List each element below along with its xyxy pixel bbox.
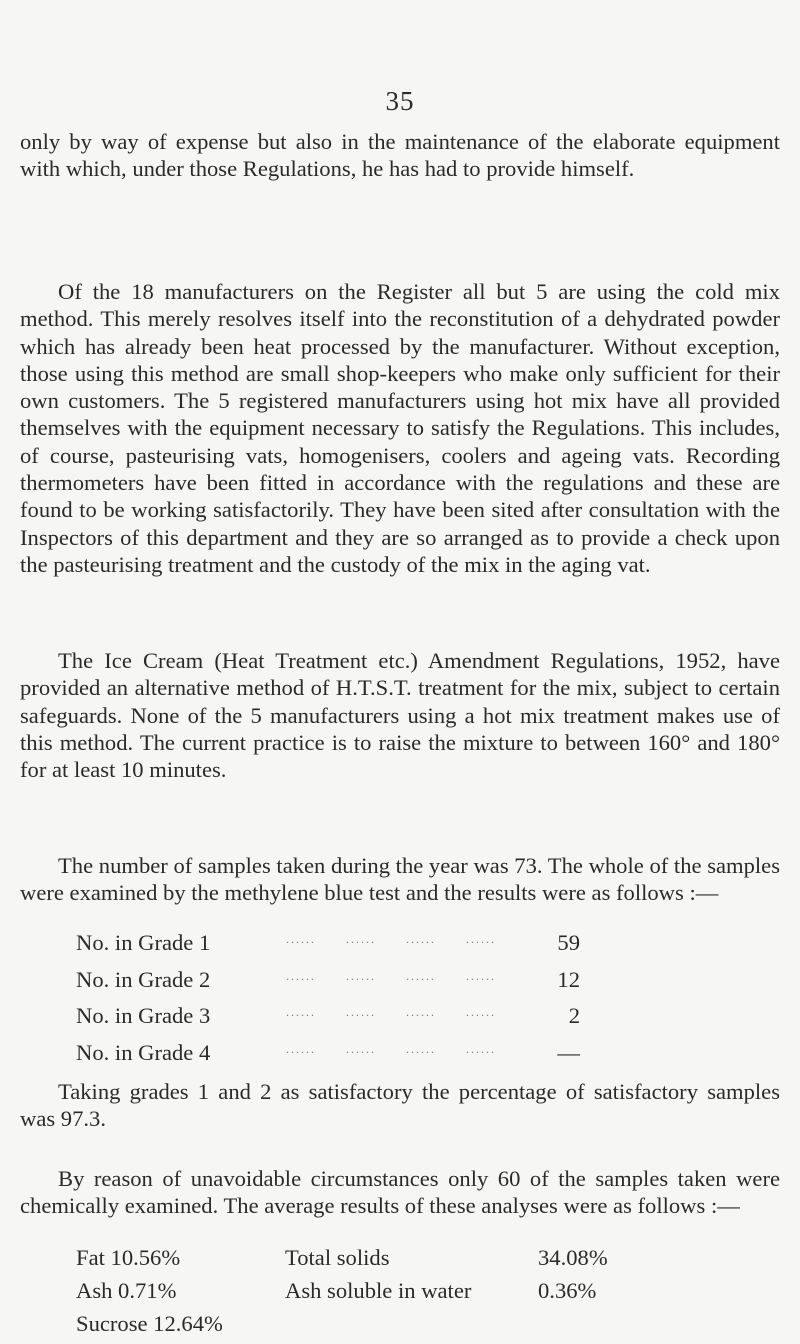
grade-label: No. in Grade 1 (76, 930, 211, 955)
grade-label: No. in Grade 3 (76, 1003, 211, 1028)
paragraph-chemical-examination: By reason of unavoidable circumstances only 60 of the samples taken were chemically examined. The average results of these analyses were as follows :— (20, 1166, 780, 1219)
grade-row (76, 967, 596, 1004)
dot-leader: ...... ...... ...... ...... (286, 1005, 496, 1019)
total-solids-label: Total solids (285, 1245, 390, 1270)
fat-result: Fat 10.56% (76, 1245, 181, 1270)
ash-result: Ash 0.71% (76, 1278, 177, 1303)
dot-leader: ...... ...... ...... ...... (286, 932, 496, 946)
paragraph-samples-taken: The number of samples taken during the year was 73. The whole of the samples were examined by the methylene blue test and the results were as follows :— (20, 853, 780, 906)
paragraph-satisfactory-percentage: Taking grades 1 and 2 as satisfactory the percentage of satisfactory samples was 97.3. (20, 1079, 780, 1132)
ash-soluble-label: Ash soluble in water (285, 1278, 472, 1303)
ash-soluble-value: 0.36% (538, 1278, 597, 1303)
analysis-row (76, 1245, 696, 1278)
grade-label: No. in Grade 2 (76, 966, 211, 992)
grade-value: 59 (557, 930, 580, 955)
analysis-row (76, 1278, 696, 1311)
analysis-row (76, 1311, 696, 1344)
analysis-results (76, 1245, 696, 1344)
page-number: 35 (385, 86, 415, 116)
grade-label: No. in Grade 4 (76, 1039, 211, 1065)
dot-leader: ...... ...... ...... ...... (286, 968, 496, 983)
paragraph-amendment-regulations: The Ice Cream (Heat Treatment etc.) Amendment Regulations, 1952, have provided an alternative method of H.T.S.T. treatment for the mix, subject to certain safeguards. None of the 5 manufacturers using a hot mix treatment makes use of this method. The current practice is to raise the mixture to between 160° and 180° for at least 10 minutes. (20, 648, 780, 783)
grade-results-list (76, 930, 596, 1076)
grade-row (76, 1003, 596, 1040)
paragraph-cold-mix: Of the 18 manufacturers on the Register all but 5 are using the cold mix method. This merely resolves itself into the reconstitution of a dehydrated powder which has already been heat processed by the manufacturer. Without exception, those using this method are small shop-keepers who make only sufficient for their own customers. The 5 registered manufacturers using hot mix have all provided themselves with the equipment necessary to satisfy the Regulations. This includes, of course, pasteurising vats, homogenisers, coolers and ageing vats. Recording thermometers have been fitted in accordance with the regulations and these are found to be working satisfactorily. They have been sited after consultation with the Inspectors of this department and they are so arranged as to provide a check upon the pasteurising treatment and the custody of the mix in the aging vat. (20, 279, 780, 577)
dot-leader: ...... ...... ...... ...... (286, 1041, 496, 1056)
grade-row (76, 930, 596, 967)
sucrose-result: Sucrose 12.64% (76, 1311, 223, 1336)
total-solids-value: 34.08% (538, 1245, 608, 1270)
grade-row (76, 1040, 596, 1077)
grade-value: 12 (557, 966, 580, 992)
paragraph-continuation: only by way of expense but also in the maintenance of the elaborate equipment with which, under those Regulations, he has had to provide himself. (20, 129, 780, 182)
grade-value: 2 (568, 1003, 580, 1028)
grade-value: — (557, 1039, 580, 1065)
